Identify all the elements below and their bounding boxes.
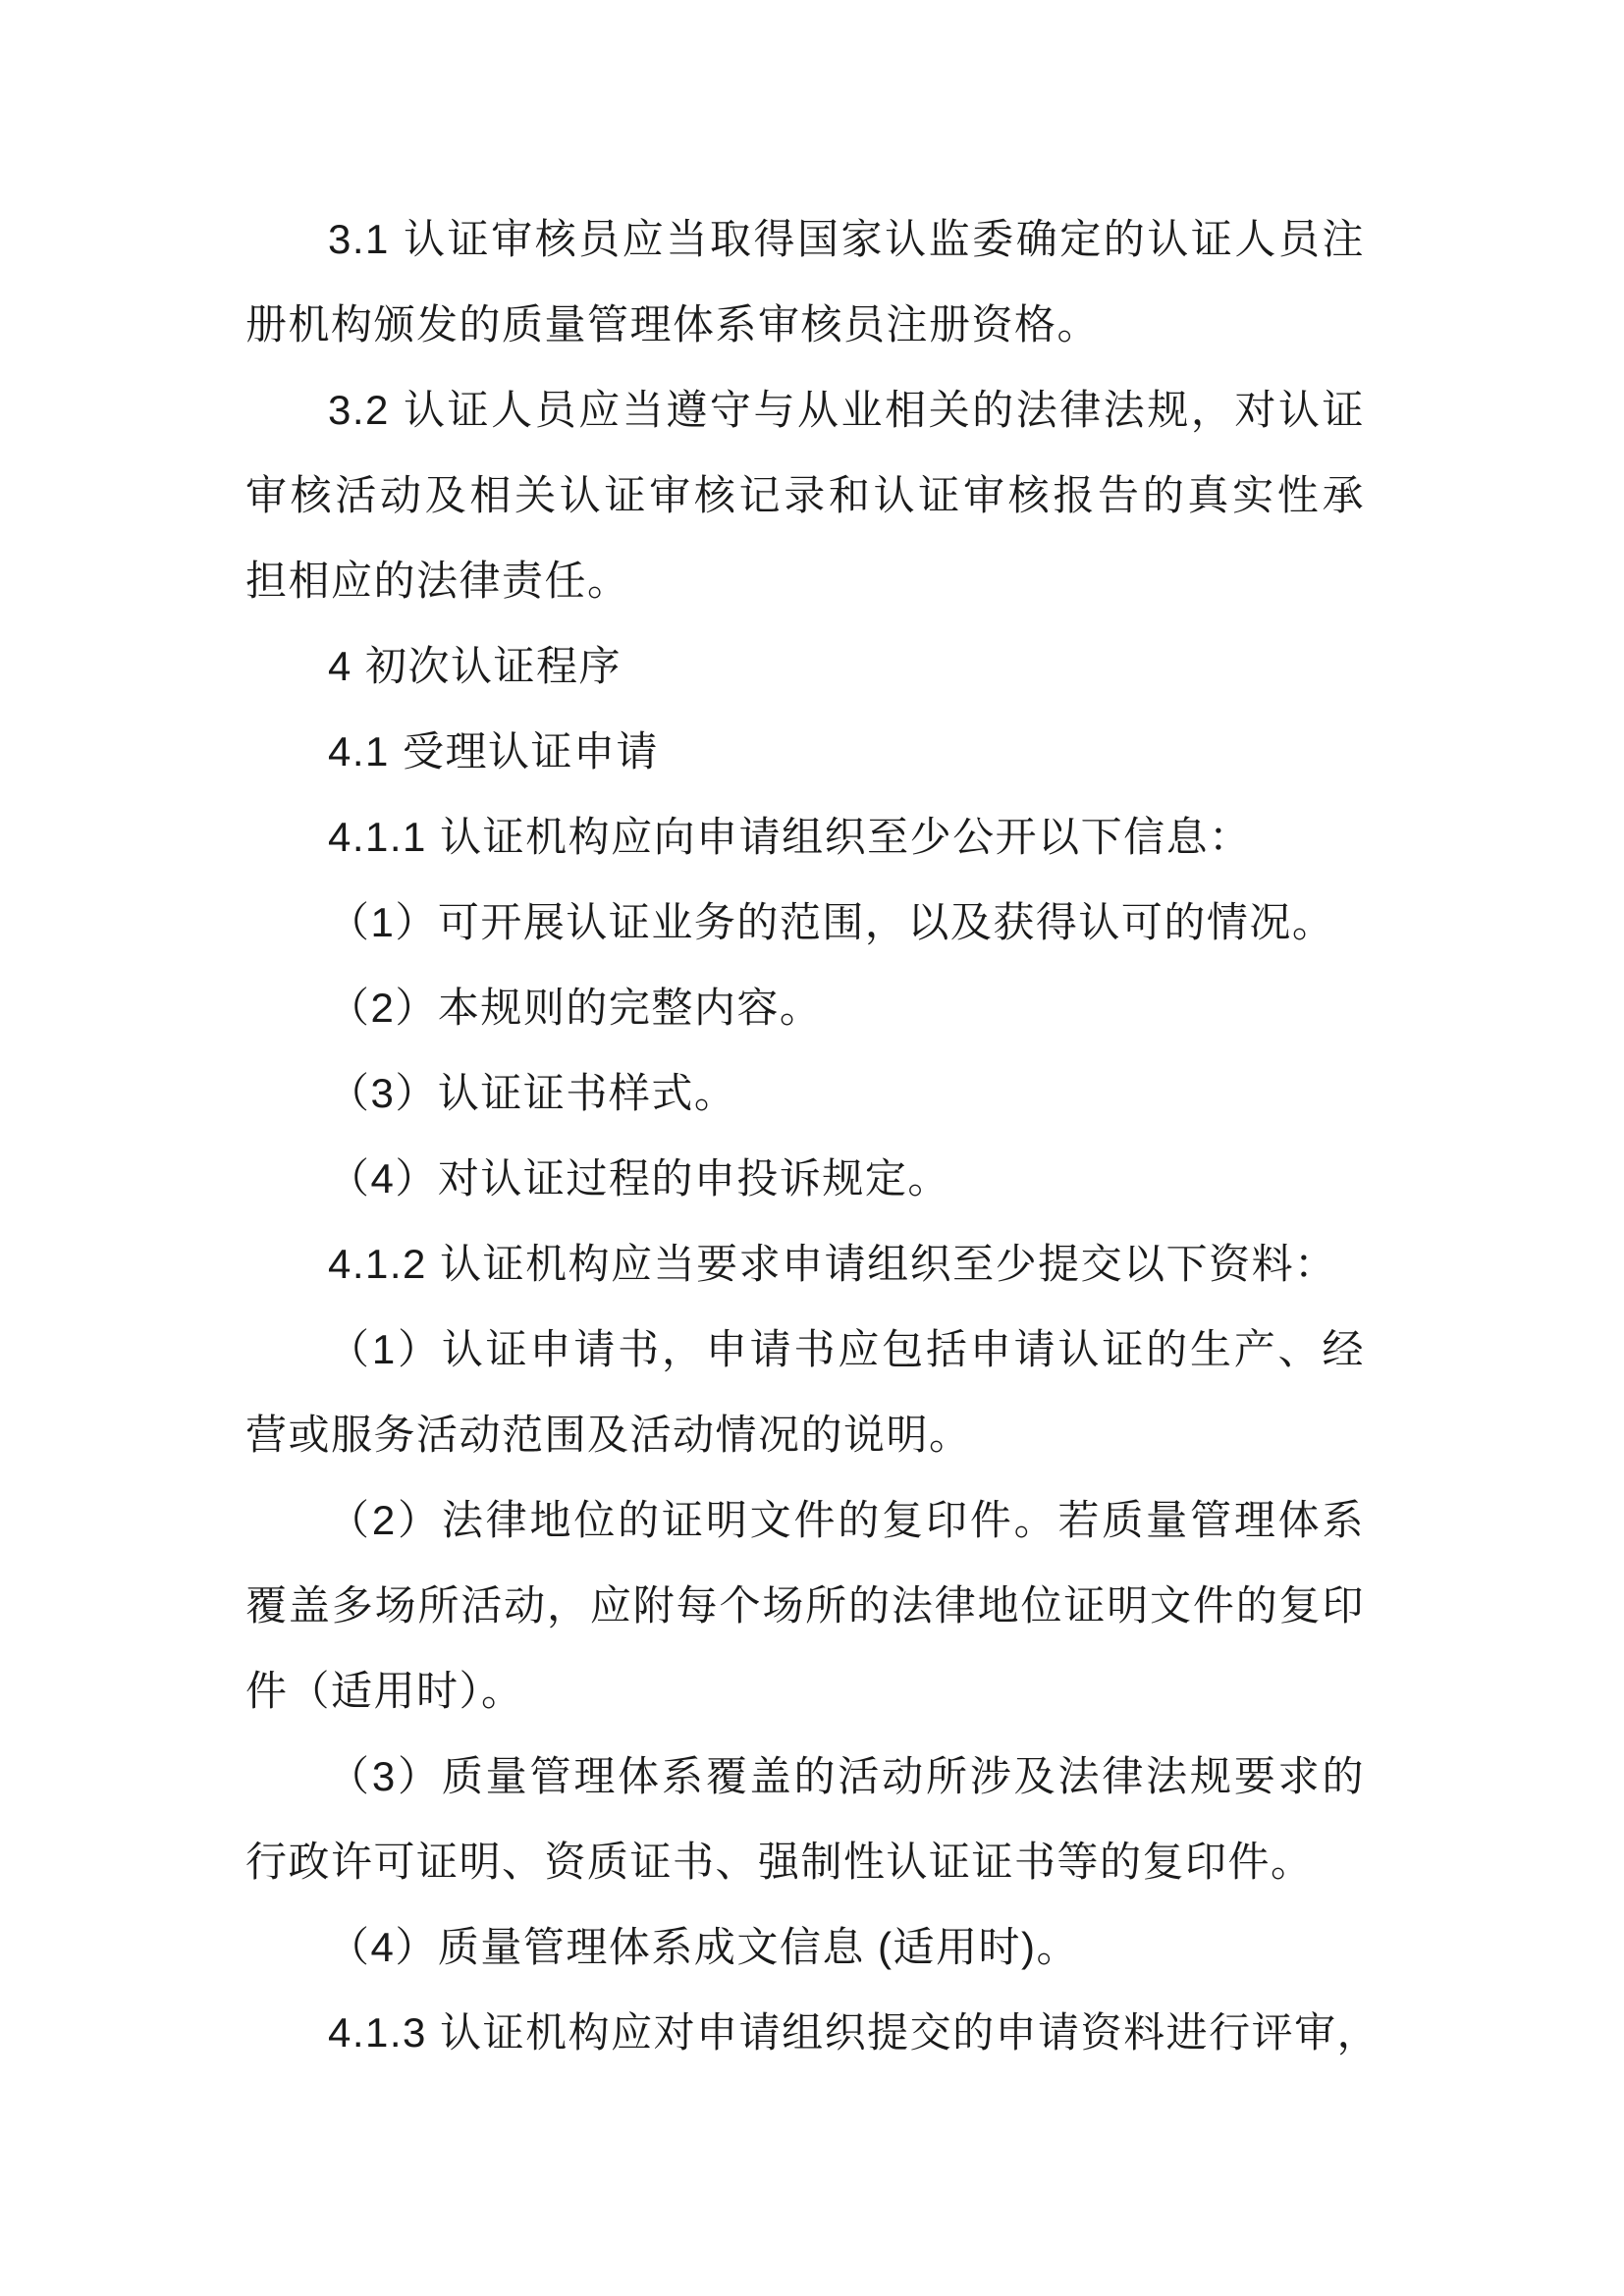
paragraph bbox=[245, 367, 1365, 623]
paragraph bbox=[245, 1734, 1365, 1904]
text-line: 覆盖多场所活动，应附每个场所的法律地位证明文件的复印 bbox=[245, 1582, 1365, 1629]
text-line: （2）法律地位的证明文件的复印件。若质量管理体系 bbox=[328, 1497, 1365, 1543]
paragraph bbox=[245, 1307, 1365, 1477]
text-line: 4.1.2 认证机构应当要求申请组织至少提交以下资料： bbox=[328, 1241, 1337, 1287]
text-line: 4.1.1 认证机构应向申请组织至少公开以下信息： bbox=[328, 814, 1252, 860]
paragraph bbox=[245, 880, 1365, 965]
text-line: 册机构颁发的质量管理体系审核员注册资格。 bbox=[245, 301, 1101, 347]
text-line: （3）质量管理体系覆盖的活动所涉及法律法规要求的 bbox=[328, 1753, 1365, 1799]
text-line: （3）认证证书样式。 bbox=[328, 1070, 737, 1116]
text-line: 4.1 受理认证申请 bbox=[328, 728, 660, 774]
text-line: 4.1.3 认证机构应对申请组织提交的申请资料进行评审， bbox=[328, 2009, 1380, 2056]
paragraph bbox=[245, 623, 1365, 709]
text-line: 行政许可证明、资质证书、强制性认证证书等的复印件。 bbox=[245, 1839, 1314, 1885]
paragraph bbox=[245, 794, 1365, 880]
text-line: 审核活动及相关认证审核记录和认证审核报告的真实性承 bbox=[245, 472, 1365, 518]
paragraph bbox=[245, 1904, 1365, 1990]
text-line: 件（适用时）。 bbox=[245, 1668, 524, 1714]
text-line: （2）本规则的完整内容。 bbox=[328, 985, 823, 1031]
text-line: 3.1 认证审核员应当取得国家认监委确定的认证人员注 bbox=[328, 216, 1365, 262]
text-line: （4）对认证过程的申投诉规定。 bbox=[328, 1155, 950, 1201]
paragraph bbox=[245, 1136, 1365, 1221]
paragraph bbox=[245, 965, 1365, 1050]
text-line: （4）质量管理体系成文信息 (适用时)。 bbox=[328, 1924, 1080, 1970]
text-line: 营或服务活动范围及活动情况的说明。 bbox=[245, 1412, 972, 1458]
text-line: 担相应的法律责任。 bbox=[245, 558, 630, 604]
paragraph bbox=[245, 1221, 1365, 1307]
text-line: （1）认证申请书，申请书应包括申请认证的生产、经 bbox=[328, 1326, 1365, 1372]
paragraph bbox=[245, 1050, 1365, 1136]
text-line: 3.2 认证人员应当遵守与从业相关的法律法规，对认证 bbox=[328, 387, 1365, 433]
paragraph bbox=[245, 1990, 1380, 2075]
paragraph bbox=[245, 709, 1365, 794]
text-line: 4 初次认证程序 bbox=[328, 643, 623, 689]
text-line: （1）可开展认证业务的范围，以及获得认可的情况。 bbox=[328, 899, 1335, 945]
document-body bbox=[245, 196, 1380, 2075]
paragraph bbox=[245, 1477, 1365, 1734]
paragraph bbox=[245, 196, 1365, 367]
